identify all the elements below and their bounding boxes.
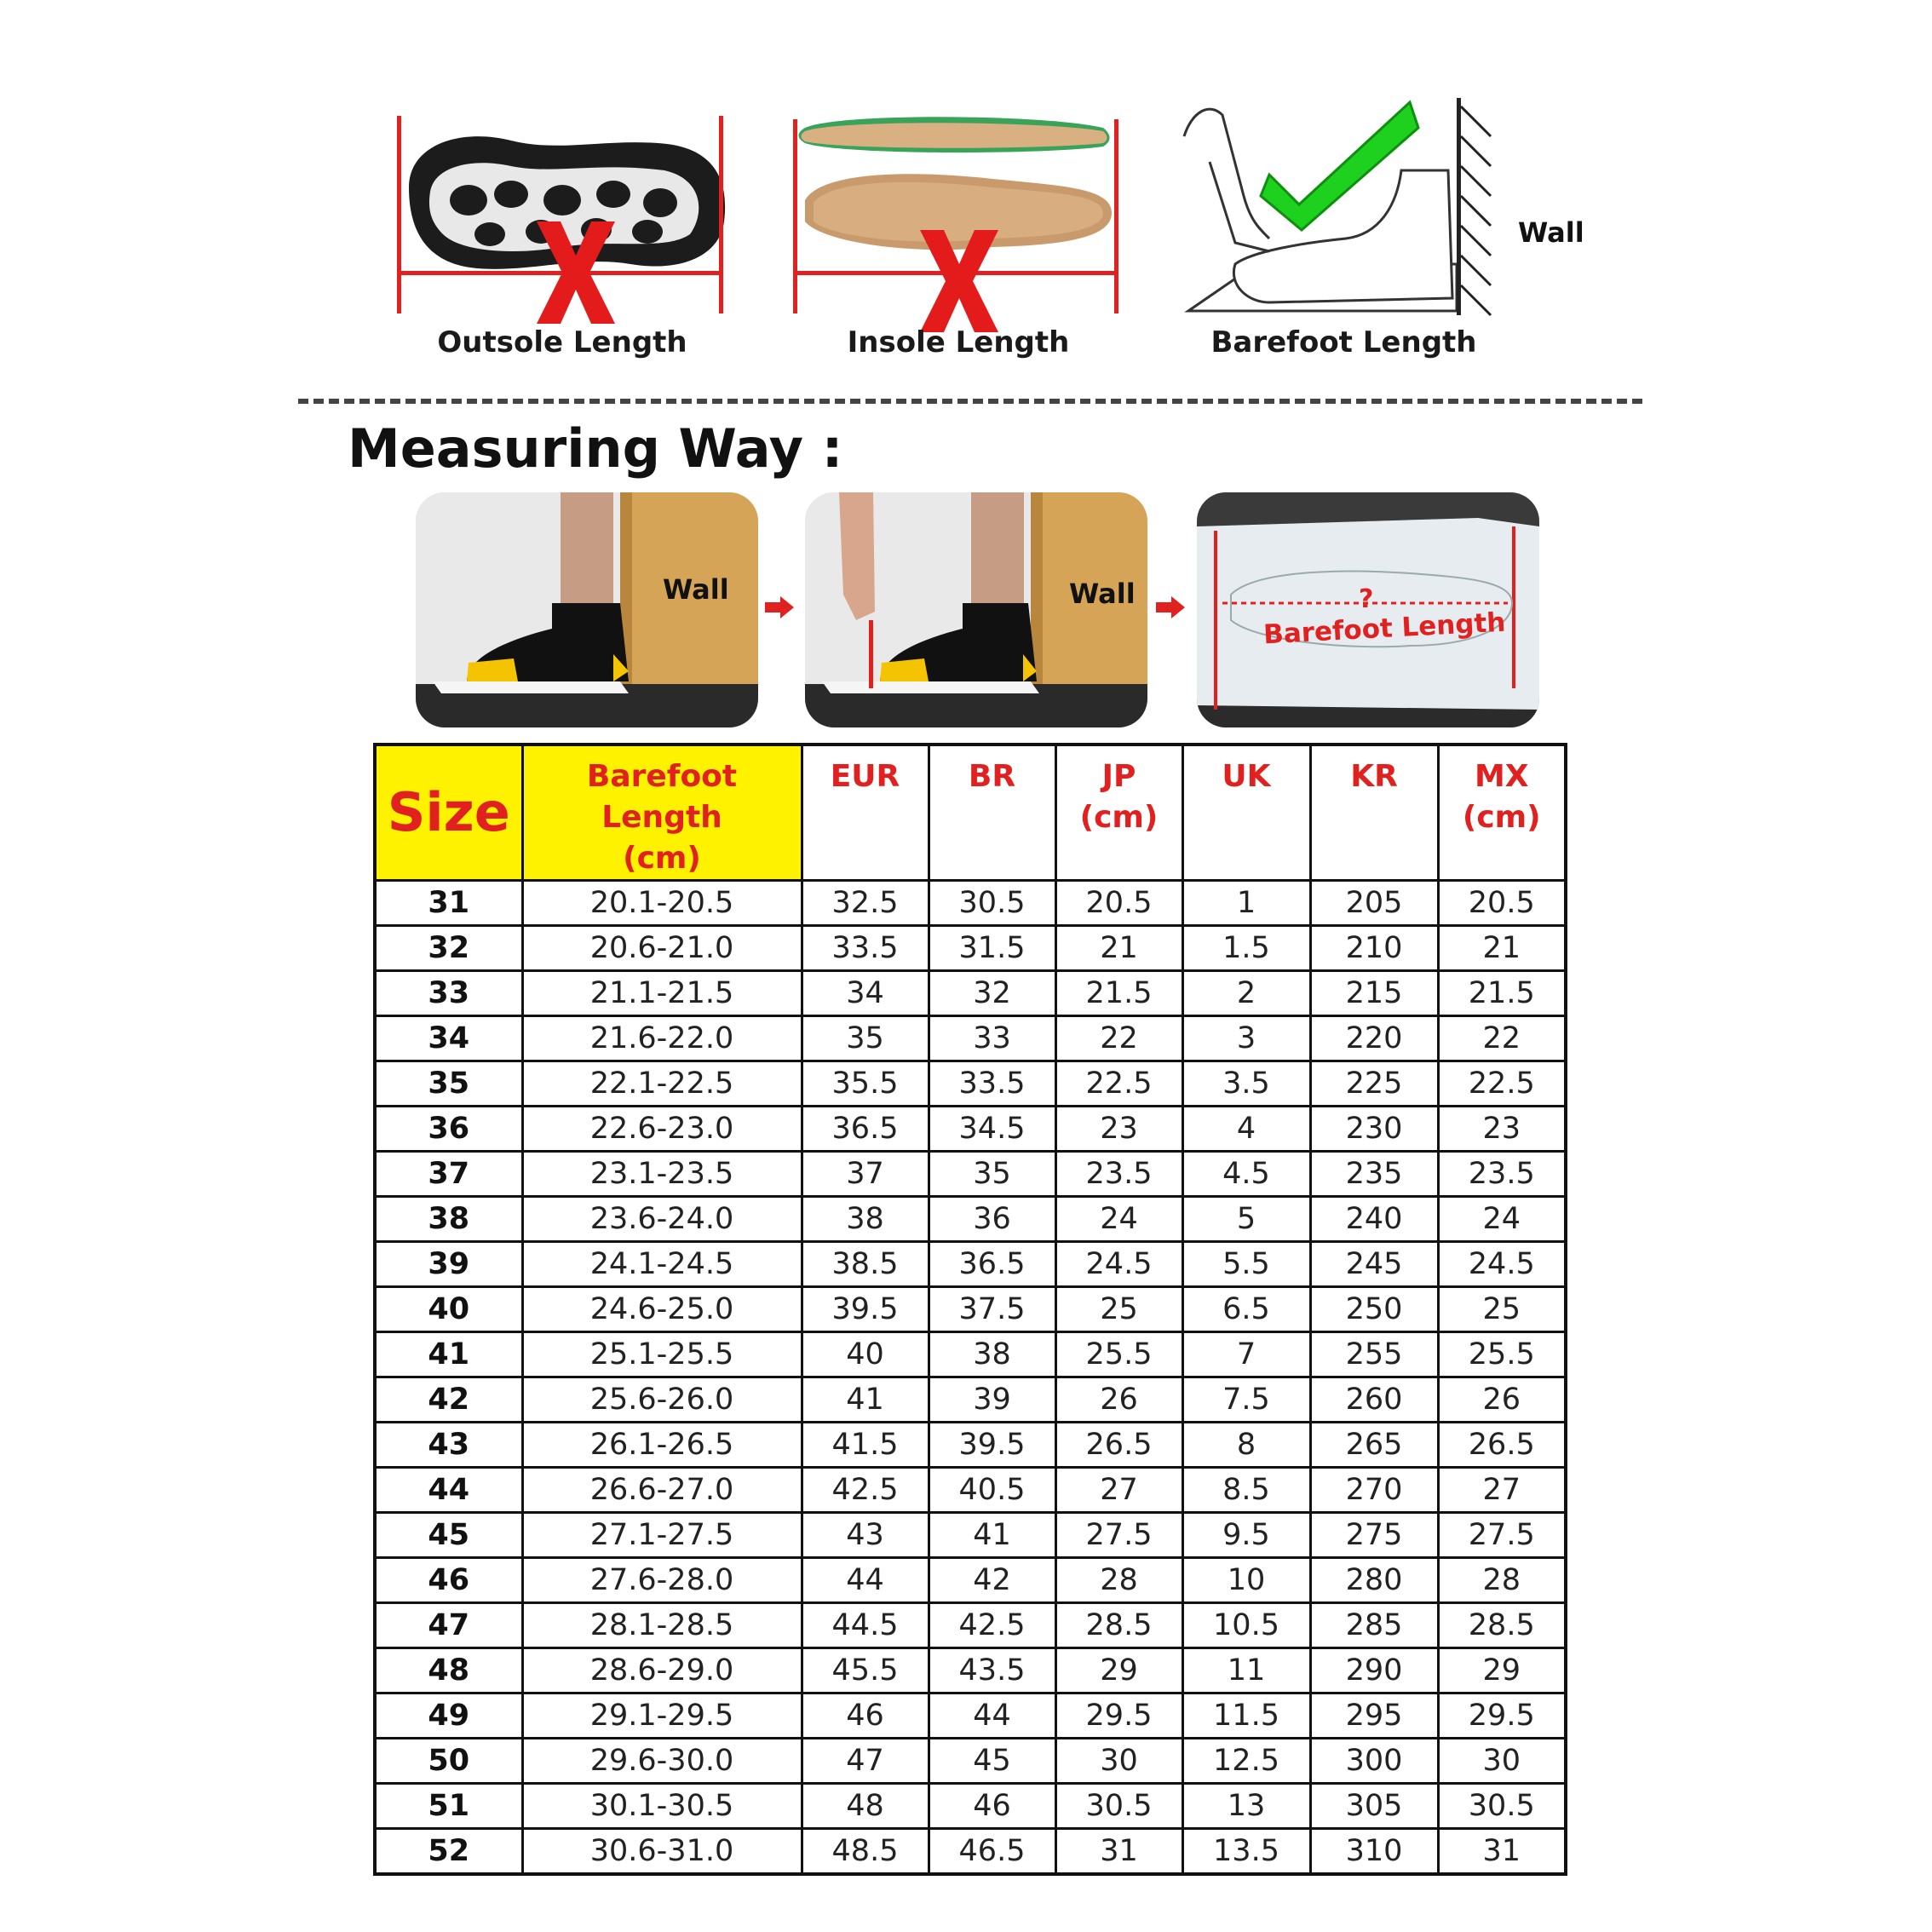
- cell-size: 52: [375, 1829, 522, 1875]
- table-row: [375, 1603, 1566, 1648]
- header-br: [929, 745, 1055, 881]
- table-row: [375, 1829, 1566, 1875]
- cell-size: 47: [375, 1603, 522, 1648]
- cell-kr: 205: [1310, 881, 1438, 926]
- cell-kr: 290: [1310, 1648, 1438, 1693]
- cell-eur: 41.5: [802, 1423, 929, 1468]
- barefoot-length-label: Barefoot Length: [1210, 325, 1477, 359]
- cell-br: 36.5: [929, 1242, 1055, 1287]
- header-size-label: Size: [387, 781, 510, 843]
- cell-kr: 300: [1310, 1739, 1438, 1784]
- cell-size: 37: [375, 1152, 522, 1197]
- cell-size: 41: [375, 1332, 522, 1377]
- arrow-right-icon: [1156, 596, 1185, 623]
- cell-uk: 12.5: [1182, 1739, 1310, 1784]
- cell-kr: 275: [1310, 1513, 1438, 1558]
- step3-question-mark: ?: [1359, 584, 1374, 614]
- cell-barefoot-length: 29.6-30.0: [522, 1739, 802, 1784]
- cell-eur: 38.5: [802, 1242, 929, 1287]
- cell-barefoot-length: 22.6-23.0: [522, 1107, 802, 1152]
- cell-br: 34.5: [929, 1107, 1055, 1152]
- cell-uk: 2: [1182, 971, 1310, 1016]
- cell-uk: 6.5: [1182, 1287, 1310, 1332]
- cell-jp: 30: [1055, 1739, 1182, 1784]
- step2-photo: [805, 492, 1147, 727]
- cell-mx: 24: [1438, 1197, 1566, 1242]
- cell-size: 32: [375, 926, 522, 971]
- cell-barefoot-length: 20.1-20.5: [522, 881, 802, 926]
- cell-kr: 230: [1310, 1107, 1438, 1152]
- step3-barefoot-length-label: Barefoot Length: [1262, 607, 1507, 651]
- cell-jp: 22.5: [1055, 1061, 1182, 1107]
- cell-barefoot-length: 21.1-21.5: [522, 971, 802, 1016]
- cell-kr: 280: [1310, 1558, 1438, 1603]
- cell-uk: 8: [1182, 1423, 1310, 1468]
- cell-barefoot-length: 25.1-25.5: [522, 1332, 802, 1377]
- table-row: [375, 1242, 1566, 1287]
- cell-kr: 225: [1310, 1061, 1438, 1107]
- cell-br: 32: [929, 971, 1055, 1016]
- cell-jp: 20.5: [1055, 881, 1182, 926]
- cell-barefoot-length: 24.6-25.0: [522, 1287, 802, 1332]
- cell-jp: 23.5: [1055, 1152, 1182, 1197]
- cell-eur: 48.5: [802, 1829, 929, 1875]
- cell-br: 30.5: [929, 881, 1055, 926]
- header-jp: [1055, 745, 1182, 881]
- header-barefoot-length: [522, 745, 802, 881]
- cell-mx: 20.5: [1438, 881, 1566, 926]
- cell-br: 44: [929, 1693, 1055, 1739]
- table-row: [375, 1739, 1566, 1784]
- table-row: [375, 1016, 1566, 1061]
- header-size: [375, 745, 522, 881]
- cell-eur: 37: [802, 1152, 929, 1197]
- cell-uk: 8.5: [1182, 1468, 1310, 1513]
- cell-br: 41: [929, 1513, 1055, 1558]
- cell-br: 42.5: [929, 1603, 1055, 1648]
- header-uk-label: UK: [1222, 759, 1271, 794]
- cell-uk: 7: [1182, 1332, 1310, 1377]
- cell-uk: 3.5: [1182, 1061, 1310, 1107]
- cell-mx: 25: [1438, 1287, 1566, 1332]
- table-row: [375, 1197, 1566, 1242]
- cell-mx: 23.5: [1438, 1152, 1566, 1197]
- cell-kr: 260: [1310, 1377, 1438, 1423]
- cell-barefoot-length: 30.6-31.0: [522, 1829, 802, 1875]
- step1-wall-label: Wall: [663, 573, 729, 606]
- cell-size: 50: [375, 1739, 522, 1784]
- cell-size: 44: [375, 1468, 522, 1513]
- cell-barefoot-length: 26.6-27.0: [522, 1468, 802, 1513]
- cell-mx: 25.5: [1438, 1332, 1566, 1377]
- cell-jp: 25.5: [1055, 1332, 1182, 1377]
- cell-eur: 34: [802, 971, 929, 1016]
- arrow-right-icon: [765, 596, 794, 623]
- dashed-divider: [298, 399, 1642, 404]
- cell-mx: 29.5: [1438, 1693, 1566, 1739]
- cell-size: 38: [375, 1197, 522, 1242]
- cell-uk: 5: [1182, 1197, 1310, 1242]
- table-row: [375, 1784, 1566, 1829]
- cell-kr: 245: [1310, 1242, 1438, 1287]
- cell-eur: 38: [802, 1197, 929, 1242]
- measuring-way-title: Measuring Way :: [348, 417, 843, 480]
- outsole-length-label: Outsole Length: [437, 325, 687, 359]
- cell-size: 31: [375, 881, 522, 926]
- cell-uk: 13.5: [1182, 1829, 1310, 1875]
- cell-eur: 41: [802, 1377, 929, 1423]
- cell-uk: 4.5: [1182, 1152, 1310, 1197]
- cell-barefoot-length: 27.6-28.0: [522, 1558, 802, 1603]
- cell-kr: 250: [1310, 1287, 1438, 1332]
- step3-photo: [1197, 492, 1539, 727]
- table-row: [375, 1693, 1566, 1739]
- header-barefoot-length-label: Barefoot Length: [586, 759, 738, 835]
- cell-jp: 26.5: [1055, 1423, 1182, 1468]
- header-kr: [1310, 745, 1438, 881]
- cell-barefoot-length: 21.6-22.0: [522, 1016, 802, 1061]
- header-eur-label: EUR: [830, 759, 900, 794]
- cell-uk: 3: [1182, 1016, 1310, 1061]
- table-row: [375, 926, 1566, 971]
- cell-eur: 36.5: [802, 1107, 929, 1152]
- cell-barefoot-length: 29.1-29.5: [522, 1693, 802, 1739]
- cell-eur: 42.5: [802, 1468, 929, 1513]
- cell-mx: 28: [1438, 1558, 1566, 1603]
- cell-jp: 21.5: [1055, 971, 1182, 1016]
- table-row: [375, 1152, 1566, 1197]
- table-row: [375, 1558, 1566, 1603]
- cell-eur: 32.5: [802, 881, 929, 926]
- cell-size: 43: [375, 1423, 522, 1468]
- cell-uk: 13: [1182, 1784, 1310, 1829]
- cell-uk: 10: [1182, 1558, 1310, 1603]
- cell-size: 51: [375, 1784, 522, 1829]
- cell-size: 48: [375, 1648, 522, 1693]
- cell-uk: 7.5: [1182, 1377, 1310, 1423]
- wall-label: Wall: [1518, 216, 1584, 249]
- cell-uk: 1.5: [1182, 926, 1310, 971]
- cell-size: 35: [375, 1061, 522, 1107]
- cell-eur: 46: [802, 1693, 929, 1739]
- cell-eur: 47: [802, 1739, 929, 1784]
- cell-size: 49: [375, 1693, 522, 1739]
- cell-barefoot-length: 25.6-26.0: [522, 1377, 802, 1423]
- table-row: [375, 1107, 1566, 1152]
- size-chart-table: [373, 743, 1567, 1876]
- cell-mx: 22.5: [1438, 1061, 1566, 1107]
- cell-mx: 30: [1438, 1739, 1566, 1784]
- cell-br: 35: [929, 1152, 1055, 1197]
- table-row: [375, 971, 1566, 1016]
- cell-jp: 29: [1055, 1648, 1182, 1693]
- cell-mx: 27.5: [1438, 1513, 1566, 1558]
- cell-br: 39: [929, 1377, 1055, 1423]
- header-mx: [1438, 745, 1566, 881]
- table-row: [375, 1648, 1566, 1693]
- table-row: [375, 1287, 1566, 1332]
- cell-eur: 48: [802, 1784, 929, 1829]
- insole-length-label: Insole Length: [847, 325, 1070, 359]
- cell-eur: 45.5: [802, 1648, 929, 1693]
- cell-eur: 44.5: [802, 1603, 929, 1648]
- barefoot-illustration: [1176, 94, 1601, 375]
- cell-size: 33: [375, 971, 522, 1016]
- cell-br: 39.5: [929, 1423, 1055, 1468]
- table-row: [375, 1061, 1566, 1107]
- cell-br: 37.5: [929, 1287, 1055, 1332]
- cell-jp: 30.5: [1055, 1784, 1182, 1829]
- insole-illustration: [788, 94, 1129, 375]
- cell-size: 34: [375, 1016, 522, 1061]
- cell-br: 36: [929, 1197, 1055, 1242]
- cell-br: 33: [929, 1016, 1055, 1061]
- cell-eur: 35: [802, 1016, 929, 1061]
- table-row: [375, 1423, 1566, 1468]
- cell-barefoot-length: 30.1-30.5: [522, 1784, 802, 1829]
- cell-kr: 220: [1310, 1016, 1438, 1061]
- cell-mx: 26.5: [1438, 1423, 1566, 1468]
- cell-eur: 35.5: [802, 1061, 929, 1107]
- cell-mx: 22: [1438, 1016, 1566, 1061]
- header-barefoot-length-unit: (cm): [623, 841, 701, 876]
- cell-br: 40.5: [929, 1468, 1055, 1513]
- cell-barefoot-length: 22.1-22.5: [522, 1061, 802, 1107]
- cell-kr: 235: [1310, 1152, 1438, 1197]
- header-mx-label: MX: [1474, 759, 1529, 794]
- cell-size: 45: [375, 1513, 522, 1558]
- outsole-illustration: [392, 94, 733, 375]
- cell-uk: 10.5: [1182, 1603, 1310, 1648]
- cell-br: 46: [929, 1784, 1055, 1829]
- table-body: [375, 881, 1566, 1875]
- header-uk: [1182, 745, 1310, 881]
- cell-jp: 28: [1055, 1558, 1182, 1603]
- cell-jp: 24.5: [1055, 1242, 1182, 1287]
- barefoot-wall-drawing: [1176, 94, 1542, 332]
- table-row: [375, 1377, 1566, 1423]
- insole-image: [788, 94, 1129, 332]
- cell-kr: 305: [1310, 1784, 1438, 1829]
- outsole-sole-image: [392, 94, 733, 332]
- cell-jp: 29.5: [1055, 1693, 1182, 1739]
- cell-mx: 28.5: [1438, 1603, 1566, 1648]
- cell-barefoot-length: 23.6-24.0: [522, 1197, 802, 1242]
- cell-kr: 240: [1310, 1197, 1438, 1242]
- cell-mx: 23: [1438, 1107, 1566, 1152]
- cell-mx: 31: [1438, 1829, 1566, 1875]
- header-mx-unit: (cm): [1462, 800, 1541, 835]
- header-eur: [802, 745, 929, 881]
- cell-barefoot-length: 27.1-27.5: [522, 1513, 802, 1558]
- cell-br: 42: [929, 1558, 1055, 1603]
- cell-br: 43.5: [929, 1648, 1055, 1693]
- cell-kr: 210: [1310, 926, 1438, 971]
- cell-barefoot-length: 23.1-23.5: [522, 1152, 802, 1197]
- cell-eur: 40: [802, 1332, 929, 1377]
- cell-kr: 270: [1310, 1468, 1438, 1513]
- cell-barefoot-length: 24.1-24.5: [522, 1242, 802, 1287]
- cell-size: 42: [375, 1377, 522, 1423]
- cell-uk: 5.5: [1182, 1242, 1310, 1287]
- cell-barefoot-length: 26.1-26.5: [522, 1423, 802, 1468]
- cell-mx: 21: [1438, 926, 1566, 971]
- cell-eur: 39.5: [802, 1287, 929, 1332]
- table-header-row: [375, 745, 1566, 881]
- cell-size: 40: [375, 1287, 522, 1332]
- header-jp-unit: (cm): [1079, 800, 1159, 835]
- cell-jp: 27.5: [1055, 1513, 1182, 1558]
- cell-eur: 44: [802, 1558, 929, 1603]
- table-row: [375, 1513, 1566, 1558]
- cell-uk: 11.5: [1182, 1693, 1310, 1739]
- cell-jp: 22: [1055, 1016, 1182, 1061]
- cell-size: 39: [375, 1242, 522, 1287]
- cell-kr: 295: [1310, 1693, 1438, 1739]
- cell-uk: 9.5: [1182, 1513, 1310, 1558]
- cell-eur: 33.5: [802, 926, 929, 971]
- header-br-label: BR: [968, 759, 1016, 794]
- cell-kr: 255: [1310, 1332, 1438, 1377]
- step2-wall-label: Wall: [1069, 578, 1136, 610]
- cell-br: 33.5: [929, 1061, 1055, 1107]
- cell-jp: 23: [1055, 1107, 1182, 1152]
- cell-jp: 27: [1055, 1468, 1182, 1513]
- cell-jp: 26: [1055, 1377, 1182, 1423]
- table-row: [375, 881, 1566, 926]
- cell-br: 31.5: [929, 926, 1055, 971]
- cell-barefoot-length: 28.6-29.0: [522, 1648, 802, 1693]
- cell-uk: 1: [1182, 881, 1310, 926]
- cell-jp: 21: [1055, 926, 1182, 971]
- cell-size: 36: [375, 1107, 522, 1152]
- cell-mx: 26: [1438, 1377, 1566, 1423]
- cell-uk: 4: [1182, 1107, 1310, 1152]
- cell-eur: 43: [802, 1513, 929, 1558]
- header-jp-label: JP: [1101, 759, 1136, 794]
- cell-jp: 24: [1055, 1197, 1182, 1242]
- cell-mx: 21.5: [1438, 971, 1566, 1016]
- cell-barefoot-length: 20.6-21.0: [522, 926, 802, 971]
- cell-kr: 215: [1310, 971, 1438, 1016]
- cell-br: 38: [929, 1332, 1055, 1377]
- cell-jp: 28.5: [1055, 1603, 1182, 1648]
- cell-jp: 25: [1055, 1287, 1182, 1332]
- cell-br: 45: [929, 1739, 1055, 1784]
- cell-mx: 30.5: [1438, 1784, 1566, 1829]
- cell-uk: 11: [1182, 1648, 1310, 1693]
- table-row: [375, 1468, 1566, 1513]
- cell-mx: 27: [1438, 1468, 1566, 1513]
- cell-jp: 31: [1055, 1829, 1182, 1875]
- cell-br: 46.5: [929, 1829, 1055, 1875]
- header-kr-label: KR: [1350, 759, 1398, 794]
- cell-size: 46: [375, 1558, 522, 1603]
- cell-kr: 265: [1310, 1423, 1438, 1468]
- cell-kr: 310: [1310, 1829, 1438, 1875]
- step1-photo: [416, 492, 758, 727]
- cell-kr: 285: [1310, 1603, 1438, 1648]
- cell-mx: 29: [1438, 1648, 1566, 1693]
- cell-mx: 24.5: [1438, 1242, 1566, 1287]
- table-row: [375, 1332, 1566, 1377]
- cell-barefoot-length: 28.1-28.5: [522, 1603, 802, 1648]
